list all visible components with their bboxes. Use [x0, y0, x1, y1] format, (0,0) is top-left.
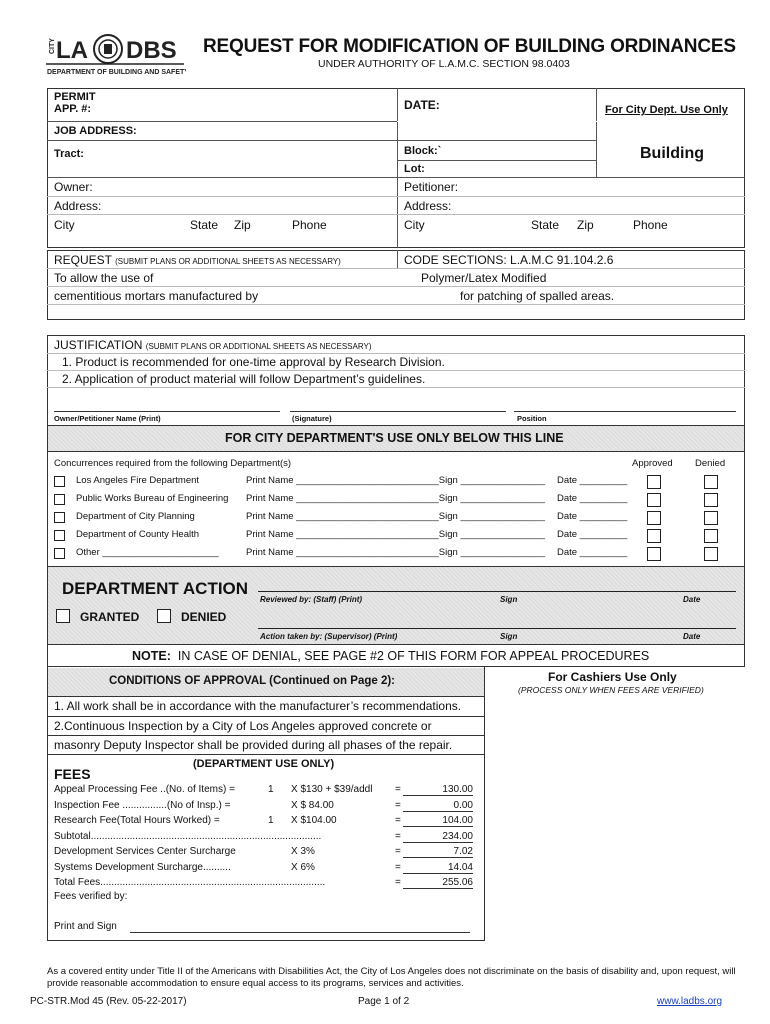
- owner-label: Owner:: [54, 180, 93, 194]
- condition-2: 2.Continuous Inspection by a City of Los Angeles approved concrete or: [54, 719, 432, 733]
- reviewed-date-label: Date: [683, 595, 701, 604]
- petitioner-label: Petitioner:: [404, 180, 459, 194]
- action-date-label: Date: [683, 632, 701, 641]
- fee-amount: 130.00: [403, 784, 473, 796]
- approved-checkbox[interactable]: [647, 475, 661, 489]
- concurrence-date: Date _________: [557, 547, 628, 558]
- concurrence-print-sign: Print Name ___________________________Sign ________________: [246, 547, 545, 558]
- conditions-title: CONDITIONS OF APPROVAL (Continued on Page 2):: [109, 675, 396, 687]
- condition-3: masonry Deputy Inspector shall be provided during all phases of the repair.: [54, 738, 453, 752]
- reviewed-by-label: Reviewed by: (Staff) (Print): [260, 595, 363, 604]
- request-line1b: Polymer/Latex Modified: [421, 271, 547, 285]
- fee-equals: =: [395, 877, 401, 888]
- concurrence-dept: Department of County Health: [76, 529, 200, 540]
- fee-equals: =: [395, 831, 401, 842]
- fee-rate: X $ 84.00: [291, 800, 334, 811]
- svg-text:DBS: DBS: [126, 37, 177, 64]
- reviewed-sign-label: Sign: [500, 595, 518, 604]
- fee-equals: =: [395, 815, 401, 826]
- action-taken-label: Action taken by: (Supervisor) (Print): [260, 632, 398, 641]
- building-label: Building: [640, 145, 704, 162]
- fee-rate: X $130 + $39/addl: [291, 784, 373, 795]
- concurrences-label: Concurrences required from the following Department(s): [54, 458, 292, 469]
- city-use-banner-text: FOR CITY DEPARTMENT'S USE ONLY BELOW THIS LINE: [225, 431, 564, 445]
- job-address-label: JOB ADDRESS:: [54, 125, 137, 137]
- approved-checkbox[interactable]: [647, 511, 661, 525]
- form-id: PC-STR.Mod 45 (Rev. 05-22-2017): [30, 996, 187, 1007]
- concurrence-print-sign: Print Name ___________________________Sign ________________: [246, 475, 545, 486]
- concurrence-date: Date _________: [557, 529, 628, 540]
- print-sign-label: Print and Sign: [54, 921, 117, 932]
- concurrence-checkbox[interactable]: [54, 494, 65, 505]
- city-use-label: For City Dept. Use Only: [605, 104, 728, 116]
- denied-col: Denied: [695, 458, 726, 469]
- owner-city-label: City: [54, 218, 75, 232]
- condition-1: 1. All work shall be in accordance with the manufacturer’s recommendations.: [54, 699, 462, 713]
- owner-phone-label: Phone: [292, 218, 327, 232]
- concurrence-date: Date _________: [557, 511, 628, 522]
- fee-equals: =: [395, 846, 401, 857]
- fee-label: Development Services Center Surcharge: [54, 846, 236, 857]
- granted-checkbox[interactable]: [56, 609, 70, 623]
- denied-label: DENIED: [181, 610, 227, 624]
- request-line1a: To allow the use of: [54, 271, 154, 285]
- pet-state-label: State: [531, 218, 560, 232]
- concurrence-checkbox[interactable]: [54, 548, 65, 559]
- action-sign-label: Sign: [500, 632, 518, 641]
- concurrence-print-sign: Print Name ___________________________Sign ________________: [246, 511, 545, 522]
- request-line2b: for patching of spalled areas.: [460, 289, 615, 303]
- ladbs-link[interactable]: www.ladbs.org: [657, 996, 723, 1007]
- sig-name-label: Owner/Petitioner Name (Print): [54, 414, 161, 423]
- justification-item2: 2. Application of product material will follow Department’s guidelines.: [62, 372, 426, 386]
- form-title: REQUEST FOR MODIFICATION OF BUILDING ORDINANCES: [203, 36, 736, 57]
- cashiers-title: For Cashiers Use Only: [548, 670, 677, 684]
- date-label: DATE:: [404, 98, 440, 112]
- approved-checkbox[interactable]: [647, 529, 661, 543]
- request-line2a: cementitious mortars manufactured by: [54, 289, 259, 303]
- form-subtitle: UNDER AUTHORITY OF L.A.M.C. SECTION 98.0403: [318, 58, 570, 70]
- block-label: Block:`: [404, 145, 442, 157]
- concurrence-print-sign: Print Name ___________________________Sign ________________: [246, 493, 545, 504]
- fee-amount: 234.00: [403, 831, 473, 843]
- concurrence-checkbox[interactable]: [54, 530, 65, 541]
- concurrence-dept: Department of City Planning: [76, 511, 195, 522]
- concurrence-dept: Los Angeles Fire Department: [76, 475, 200, 486]
- justification-item1: 1. Product is recommended for one-time approval by Research Division.: [62, 355, 445, 369]
- fees-dept-use: (DEPARTMENT USE ONLY): [193, 758, 335, 770]
- fee-rate: X 6%: [291, 862, 315, 873]
- fee-equals: =: [395, 800, 401, 811]
- approved-checkbox[interactable]: [647, 493, 661, 507]
- denied-checkbox[interactable]: [704, 547, 718, 561]
- denied-checkbox[interactable]: [704, 529, 718, 543]
- fee-qty: 1: [268, 784, 274, 795]
- fee-amount: 104.00: [403, 815, 473, 827]
- denied-checkbox[interactable]: [704, 475, 718, 489]
- pet-phone-label: Phone: [633, 218, 668, 232]
- tract-label: Tract:: [54, 148, 84, 160]
- code-sections: CODE SECTIONS: L.A.M.C 91.104.2.6: [404, 253, 614, 267]
- owner-zip-label: Zip: [234, 218, 251, 232]
- page-number: Page 1 of 2: [358, 996, 410, 1007]
- fee-rate: X 3%: [291, 846, 315, 857]
- fee-rate: X $104.00: [291, 815, 337, 826]
- fee-qty: 1: [268, 815, 274, 826]
- cashiers-note: (PROCESS ONLY WHEN FEES ARE VERIFIED): [518, 685, 704, 695]
- fees-title: FEES: [54, 766, 91, 782]
- svg-text:CITY: CITY: [49, 38, 56, 54]
- owner-state-label: State: [190, 218, 219, 232]
- fee-label: Appeal Processing Fee ..(No. of Items) =: [54, 784, 235, 795]
- concurrence-dept: Public Works Bureau of Engineering: [76, 493, 229, 504]
- petitioner-address-label: Address:: [404, 199, 452, 213]
- justification-label: JUSTIFICATION (SUBMIT PLANS OR ADDITIONAL SHEETS AS NECESSARY): [54, 338, 372, 352]
- fees-verified-label: Fees verified by:: [54, 891, 128, 902]
- concurrence-print-sign: Print Name ___________________________Sign ________________: [246, 529, 545, 540]
- fee-label: Total Fees.................................................................................: [54, 877, 326, 888]
- request-label: REQUEST (SUBMIT PLANS OR ADDITIONAL SHEETS AS NECESSARY): [54, 253, 341, 267]
- denied-checkbox[interactable]: [157, 609, 171, 623]
- concurrence-checkbox[interactable]: [54, 476, 65, 487]
- permit-label: PERMIT APP. #:: [54, 91, 96, 115]
- sig-signature-label: (Signature): [292, 414, 332, 423]
- concurrence-date: Date _________: [557, 475, 628, 486]
- fee-label: Systems Development Surcharge..........: [54, 862, 231, 873]
- fee-equals: =: [395, 862, 401, 873]
- fee-amount: 255.06: [403, 877, 473, 889]
- ladbs-logo: [46, 30, 186, 80]
- note-text: NOTE: IN CASE OF DENIAL, SEE PAGE #2 OF THIS FORM FOR APPEAL PROCEDURES: [132, 649, 650, 663]
- concurrence-checkbox[interactable]: [54, 512, 65, 523]
- approved-checkbox[interactable]: [647, 547, 661, 561]
- fee-equals: =: [395, 784, 401, 795]
- fee-label: Subtotal...................................................................................: [54, 831, 322, 842]
- concurrence-date: Date _________: [557, 493, 628, 504]
- fee-amount: 7.02: [403, 846, 473, 858]
- fee-label: Inspection Fee ................(No of Insp.) =: [54, 800, 231, 811]
- ada-notice: As a covered entity under Title II of the Americans with Disabilities Act, the City of Los Angeles does not discriminate on the basis of disability and, upon request, will provide reasonable accommodation to ensure equal access to its programs, services and activities.: [47, 966, 736, 989]
- svg-text:DEPARTMENT OF BUILDING AND SAF: DEPARTMENT OF BUILDING AND SAFETY: [47, 69, 186, 76]
- sig-position-label: Position: [517, 414, 547, 423]
- svg-text:LA: LA: [56, 37, 88, 64]
- approved-col: Approved: [632, 458, 673, 469]
- owner-address-label: Address:: [54, 199, 102, 213]
- pet-zip-label: Zip: [577, 218, 594, 232]
- pet-city-label: City: [404, 218, 425, 232]
- fee-amount: 14.04: [403, 862, 473, 874]
- concurrence-dept: Other ______________________: [76, 547, 219, 558]
- lot-label: Lot:: [404, 163, 425, 175]
- fee-label: Research Fee(Total Hours Worked) =: [54, 815, 220, 826]
- denied-checkbox[interactable]: [704, 493, 718, 507]
- dept-action-title: DEPARTMENT ACTION: [62, 579, 249, 598]
- granted-label: GRANTED: [80, 610, 140, 624]
- fee-amount: 0.00: [403, 800, 473, 812]
- denied-checkbox[interactable]: [704, 511, 718, 525]
